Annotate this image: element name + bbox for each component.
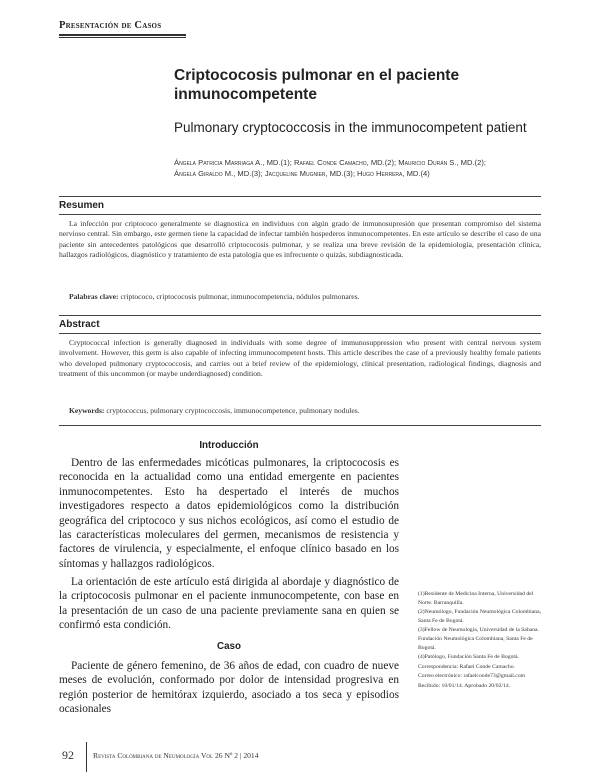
divider [59, 196, 541, 197]
abstract-text: Cryptococcal infection is generally diagnosed in individuals with some degree of immunosuppression who present with central nervous system involvement. However, this germ is also capable of infecting immunocompetent hosts. This article describes the case of a previously healthy female patients who developed pulmonary cryptococcosis, and carries out a brief review of the epidemiology, clinical presentation, radiological findings, diagnosis and treatment of this uncommon (or maybe underdiagnosed) condition. [59, 338, 541, 378]
section-rule-thin [59, 37, 186, 38]
caso-paragraph-1: Paciente de género femenino, de 36 años de edad, con cuadro de nueve meses de evolución, conformado por dolor de intensidad progresiva en región posterior de hemitórax izquierdo, asociado a tos seca y episodios ocasionales [59, 660, 399, 716]
divider [59, 333, 541, 334]
introduccion-heading: Introducción [199, 440, 259, 451]
article-subtitle: Pulmonary cryptococcosis in the immunocompetent patient [174, 120, 527, 135]
correspondence: Correspondencia: Rafael Conde Camacho. [418, 663, 515, 670]
page-number: 92 [62, 748, 74, 762]
keywords-value: cryptococcus, pulmonary cryptococcosis, immunocompetence, pulmonary nodules. [106, 406, 360, 415]
divider [59, 214, 541, 215]
caso-heading: Caso [217, 641, 241, 652]
resumen-text: La infección por criptococo generalmente se diagnostica en individuos con algún grado de inmunosupresión que presentan compromiso del sistema nervioso central. Sin embargo, este germen tiene la capacidad de infectar también hospederos inmunocompetentes. En este artículo se describe el caso de una paciente sin antecedentes patológicos que desarrolló criptococosis pulmonar, y se realiza una breve revisión de la epidemiología, presentación clínica, hallazgos radiológicos, diagnóstico y tratamiento de esta patología que es infrecuente o quizás, subdiagnosticada. [59, 219, 541, 259]
affiliation-3: (3)Fellow de Neumología, Universidad de la Sabana. Fundación Neumológica Colombiana, Santa Fe de Bogotá. [418, 627, 539, 651]
affiliation-4: (4)Patólogo, Fundación Santa Fe de Bogotá. [418, 654, 519, 661]
section-label: Presentación de Casos [59, 20, 162, 31]
affiliation-1: (1)Residente de Medicina Interna, Universidad del Norte. Barranquilla. [418, 591, 534, 606]
dates: Recibido: 10/01/14. Aprobado 20/02/14. [418, 682, 511, 689]
abstract-keywords [69, 406, 541, 416]
article-title: Criptococosis pulmonar en el paciente inmunocompetente [174, 67, 460, 103]
introduccion-paragraph-1: Dentro de las enfermedades micóticas pulmonares, la criptococosis es reconocida en la actualidad como una entidad emergente en pacientes inmunocompetentes. Esto ha despertado el interés de muchos investigadores respecto a datos epidemiológicos como la distribución geográfica del criptococo y sus nichos ecológicos, así como el estudio de las características moleculares del germen, mecanismos de resistencia y factores de virulencia, y especialmente, el enfoque clínico basado en los síntomas y hallazgos radiológicos. [59, 457, 399, 570]
authors-line-1: Ángela Patricia Marriaga A., MD.(1); Rafael Conde Camacho, MD.(2); Mauricio Durán S., MD.(2); [174, 158, 486, 167]
resumen-keywords [69, 292, 541, 302]
divider [59, 315, 541, 316]
keywords-value: criptococo, criptococosis pulmonar, inmunocompetencia, nódulos pulmonares. [120, 292, 360, 301]
affiliation-2: (2)Neumólogo, Fundación Neumológica Colombiana, Santa Fe de Bogotá. [418, 609, 542, 624]
abstract-heading: Abstract [59, 319, 100, 330]
section-rule [59, 34, 186, 36]
author-list [174, 157, 554, 179]
affiliations [418, 590, 542, 692]
footer-divider [86, 742, 87, 772]
journal-citation: Revista Colombiana de Neumología Vol 26 Nº 2 | 2014 [93, 751, 259, 760]
authors-line-2: Ángela Giraldo M., MD.(3); Jacqueline Mugnier, MD.(3); Hugo Herrera, MD.(4) [174, 169, 430, 178]
email: Correo electrónico: rafaelconde73@gmail.com [418, 673, 526, 680]
resumen-heading: Resumen [59, 200, 105, 211]
keywords-label: Keywords: [69, 406, 105, 415]
divider [59, 425, 541, 426]
keywords-label: Palabras clave: [69, 292, 119, 301]
introduccion-paragraph-2: La orientación de este artículo está dirigida al abordaje y diagnóstico de la criptococosis pulmonar en el paciente inmunocompetente, con base en la presentación de un caso de una paciente previamente sana en quien se confirmó esta condición. [59, 576, 399, 632]
